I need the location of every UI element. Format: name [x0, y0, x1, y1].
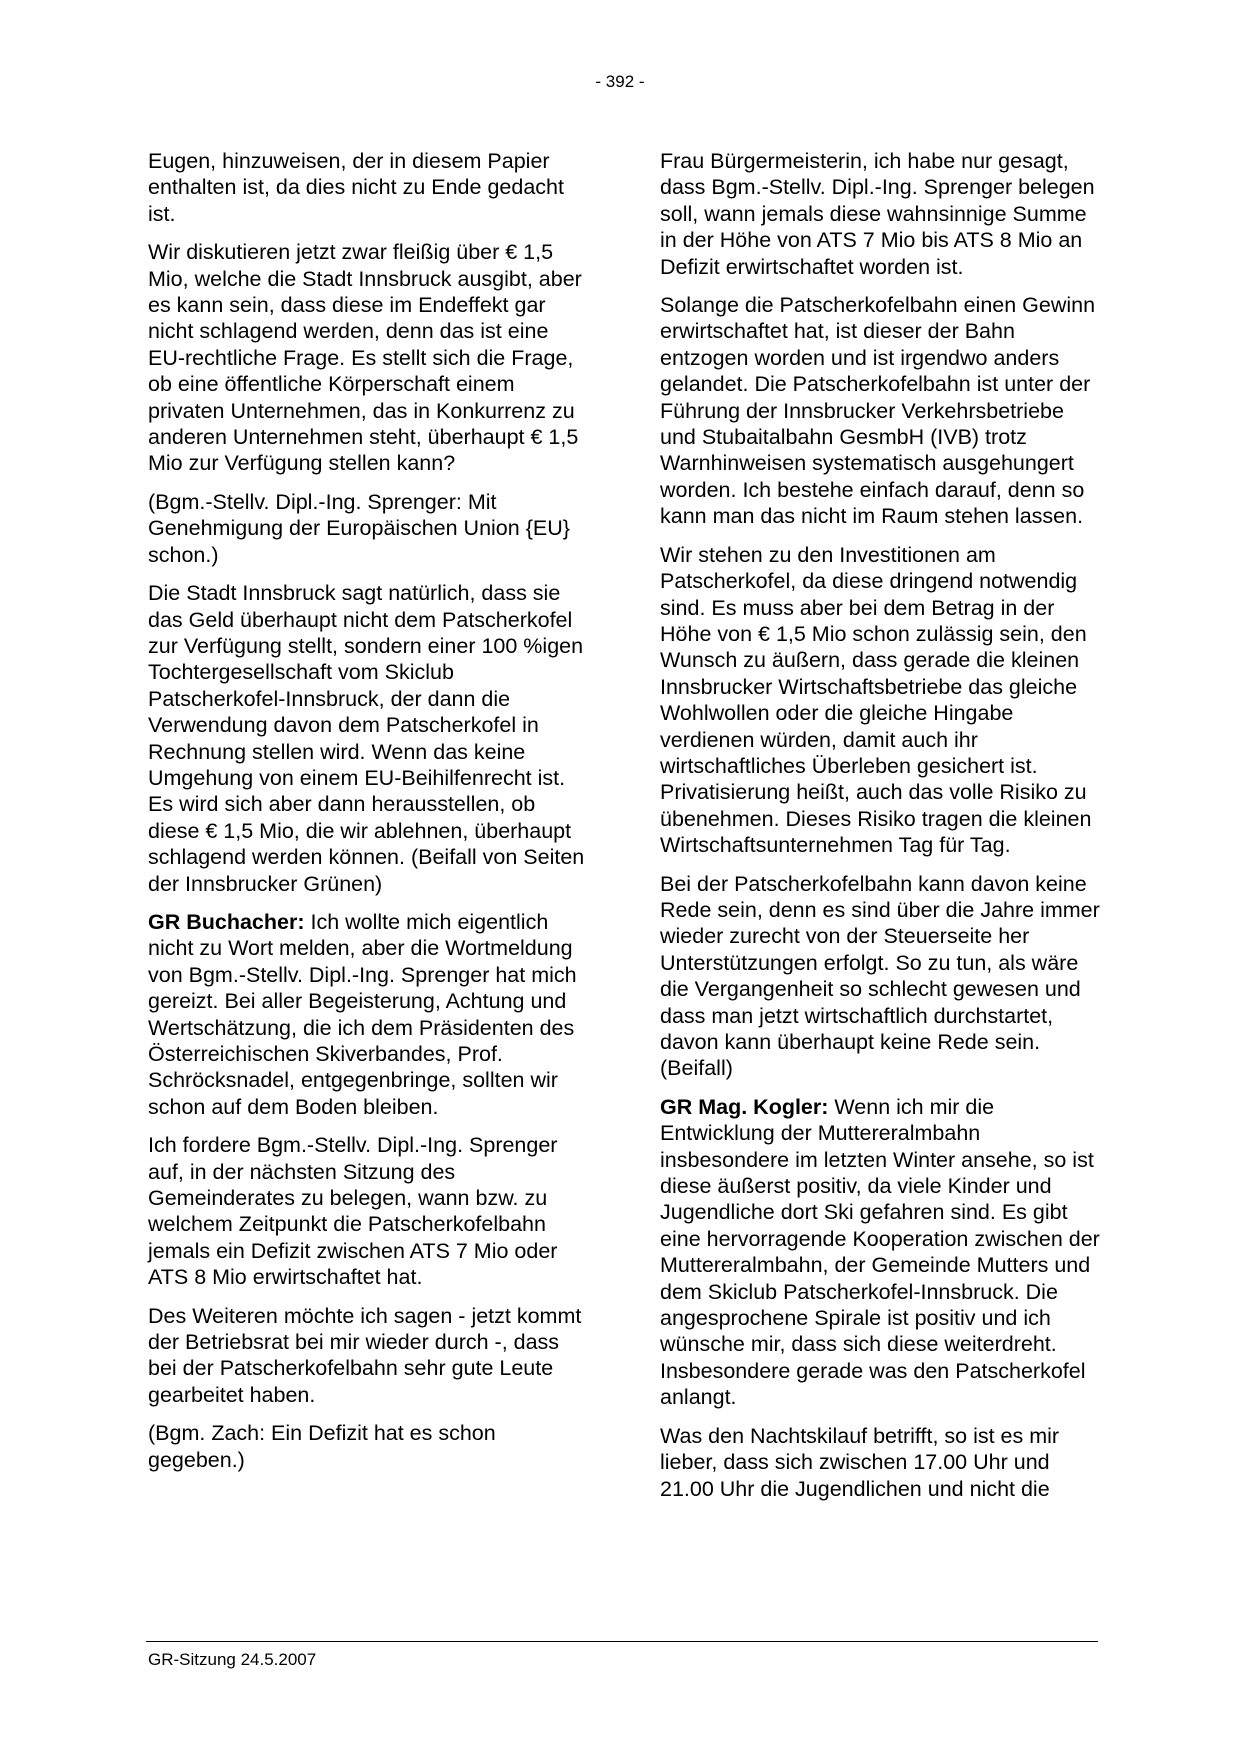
footer-divider: [146, 1641, 1098, 1642]
paragraph: Bei der Patscherkofelbahn kann davon keine Rede sein, denn es sind über die Jahre immer wieder zurecht von der Steuerseite her Unterstützungen erfolgt. So zu tun, als wäre die Vergangenheit so schlecht gewesen und dass man jetzt wirtschaftlich durchstartet, davon kann überhaupt keine Rede sein. (Beifall): [660, 871, 1100, 1081]
paragraph: Solange die Patscherkofelbahn einen Gewinn erwirtschaftet hat, ist dieser der Bahn entzogen worden und ist irgendwo anders gelandet. Die Patscherkofelbahn ist unter der Führung der Innsbrucker Verkehrsbetriebe und Stubaitalbahn GesmbH (IVB) trotz Warnhinweisen systematisch ausgehungert worden. Ich bestehe einfach darauf, denn so kann man das nicht im Raum stehen lassen.: [660, 293, 1096, 529]
paragraph: Die Stadt Innsbruck sagt natürlich, dass sie das Geld überhaupt nicht dem Patscherkofel zur Verfügung stellt, sondern einer 100 %igen Tochtergesellschaft vom Skiclub Patscherkofel-Innsbruck, der dann die Verwendung davon dem Patscherkofel in Rechnung stellen wird. Wenn das keine Umgehung von einem EU-Beihilfenrecht ist. Es wird sich aber dann herausstellen, ob diese € 1,5 Mio, die wir ablehnen, überhaupt schlagend werden können. (Beifall von Seiten der Innsbrucker Grünen): [148, 581, 585, 896]
speech-text: Ich wollte mich eigentlich nicht zu Wort melden, aber die Wortmeldung von Bgm.-Stellv. Dipl.-Ing. Sprenger hat mich gereizt. Bei aller Begeisterung, Achtung und Wertschätzung, die ich dem Präsidenten des Österreichischen Skiverbandes, Prof. Schröcksnadel, entgegenbringe, sollten wir schon auf dem Boden bleiben.: [148, 909, 577, 1119]
paragraph: Des Weiteren möchte ich sagen - jetzt kommt der Betriebsrat bei mir wieder durch -, dass bei der Patscherkofelbahn sehr gute Leute gearbeitet haben.: [148, 1303, 582, 1407]
speech-paragraph: [660, 1094, 1100, 1411]
speech-paragraph: [148, 909, 588, 1120]
paragraph: Wir stehen zu den Investitionen am Patscherkofel, da diese dringend notwendig sind. Es muss aber bei dem Betrag in der Höhe von € 1,5 Mio schon zulässig sein, den Wunsch zu äußern, dass gerade die kleinen Innsbrucker Wirtschaftsbetriebe das gleiche Wohlwollen oder die gleiche Hingabe verdienen würden, damit auch ihr wirtschaftliches Überleben gesichert ist. Privatisierung heißt, auch das volle Risiko zu übenehmen. Dieses Risiko tragen die kleinen Wirtschaftsunternehmen Tag für Tag.: [660, 542, 1092, 858]
interjection: (Bgm. Zach: Ein Defizit hat es schon gegeben.): [148, 1421, 496, 1472]
speech-text: Wenn ich mir die Entwicklung der Muttereralmbahn insbesondere im letzten Winter ansehe, so ist diese äußerst positiv, da viele Kinder und Jugendliche dort Ski gefahren sind. Es gibt eine hervorragende Kooperation zwischen der Muttereralmbahn, der Gemeinde Mutters und dem Skiclub Patscherkofel-Innsbruck. Die angesprochene Spirale ist positiv und ich wünsche mir, dass sich diese weiterdreht. Insbesondere gerade was den Patscherkofel anlangt.: [660, 1094, 1100, 1410]
paragraph: Ich fordere Bgm.-Stellv. Dipl.-Ing. Sprenger auf, in der nächsten Sitzung des Gemeinderates zu belegen, wann bzw. zu welchem Zeitpunkt die Patscherkofelbahn jemals ein Defizit zwischen ATS 7 Mio oder ATS 8 Mio erwirtschaftet hat.: [148, 1133, 558, 1290]
paragraph: Was den Nachtskilauf betrifft, so ist es mir lieber, dass sich zwischen 17.00 Uhr und 21.00 Uhr die Jugendlichen und nicht die: [660, 1423, 1060, 1501]
right-column: [660, 148, 1100, 1514]
speaker-name: GR Buchacher:: [148, 909, 305, 934]
interjection: (Bgm.-Stellv. Dipl.-Ing. Sprenger: Mit Genehmigung der Europäischen Union {EU} schon.): [148, 489, 570, 567]
page-number: - 392 -: [595, 72, 645, 91]
paragraph: Wir diskutieren jetzt zwar fleißig über € 1,5 Mio, welche die Stadt Innsbruck ausgibt, aber es kann sein, dass diese im Endeffekt gar nicht schlagend werden, denn das ist eine EU-rechtliche Frage. Es stellt sich die Frage, ob eine öffentliche Körperschaft einem privaten Unternehmen, das in Konkurrenz zu anderen Unternehmen steht, überhaupt € 1,5 Mio zur Verfügung stellen kann?: [148, 240, 582, 476]
left-column: [148, 148, 588, 1485]
footer-session-date: GR-Sitzung 24.5.2007: [148, 1650, 317, 1669]
paragraph: Frau Bürgermeisterin, ich habe nur gesagt, dass Bgm.-Stellv. Dipl.-Ing. Sprenger belegen soll, wann jemals diese wahnsinnige Summe in der Höhe von ATS 7 Mio bis ATS 8 Mio an Defizit erwirtschaftet worden ist.: [660, 149, 1095, 279]
paragraph: Eugen, hinzuweisen, der in diesem Papier enthalten ist, da dies nicht zu Ende gedacht ist.: [148, 149, 564, 226]
speaker-name: GR Mag. Kogler:: [660, 1094, 829, 1119]
